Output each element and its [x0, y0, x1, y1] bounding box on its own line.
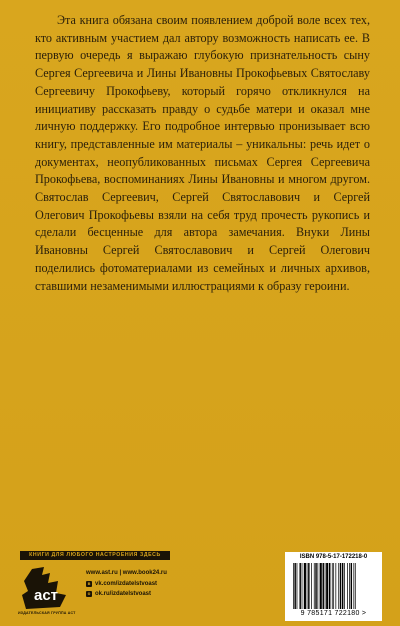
vk-icon: в: [87, 580, 91, 586]
ok-row: [86, 589, 167, 600]
vk-link[interactable]: vk.com/izdatelstvoast: [95, 580, 158, 587]
ast-logo-icon: [20, 565, 72, 611]
isbn-barcode-box: [285, 552, 382, 621]
back-cover-blurb: Эта книга обязана своим появлением доброй воле всех тех, кто активным участием дал автору возможность написать ее. В первую очередь я выражаю глубокую признательность сыну Сергея Сергеевича и Лины Ивановны Прокофьевых Святославу Сергеевичу Прокофьеву, который горячо откликнулся на инициативу рассказать правду о судьбе матери и оказал мне личную поддержку. Его подробное интервью пронизывает всю книгу, представленные им материалы – уникальны: речь идет о документах, неопубликованных письмах Сергея Сергеевича Прокофьева, воспоминаниях Лины Ивановны и многом другом. Святослав Сергеевич, Сергей Святославович и Сергей Олегович Прокофьевы взяли на себя труд прочесть рукопись и сделали бесценные для автора замечания. Внуки Лины Ивановны Сергей Святославович и Сергей Олегович поделились фотоматериалами из семейных и личных архивов, ставшими незаменимыми иллюстрациями к образу героини.: [35, 13, 370, 293]
websites-row: [86, 568, 167, 579]
logo-caption: ИЗДАТЕЛЬСКАЯ ГРУППА АСТ: [18, 611, 76, 615]
ok-icon: о: [87, 591, 91, 597]
barcode-icon: [291, 563, 377, 611]
logo-text: аст: [33, 587, 59, 604]
websites-link[interactable]: www.ast.ru | www.book24.ru: [86, 570, 167, 576]
publisher-contacts: [86, 568, 167, 600]
isbn-number: ISBN 978-5-17-172218-0: [299, 554, 368, 560]
barcode-digits: 9 785171 722180 >: [300, 610, 367, 617]
vk-row: [86, 579, 167, 590]
publisher-tagline: КНИГИ ДЛЯ ЛЮБОГО НАСТРОЕНИЯ ЗДЕСЬ: [20, 551, 170, 560]
ok-link[interactable]: ok.ru/izdatelstvoast: [95, 591, 152, 597]
